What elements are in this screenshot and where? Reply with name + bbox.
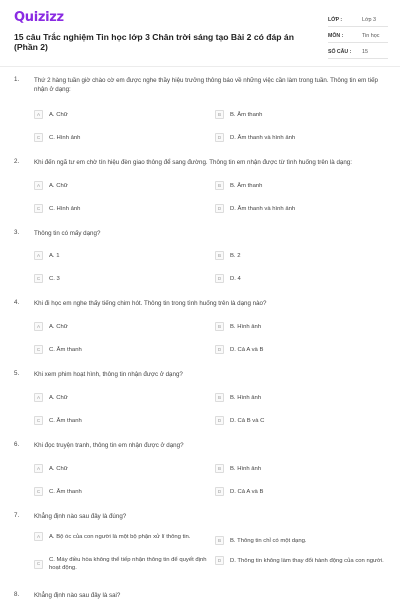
option-letter: B xyxy=(215,536,224,545)
option-c[interactable] xyxy=(34,416,194,425)
question-text: Khi xem phim hoạt hình, thông tin nhận được ở dạng? xyxy=(34,371,183,378)
option-letter: B xyxy=(215,110,224,119)
option-text: C. Máy điều hòa không thể tiếp nhận thông tin để quyết định hoạt động. xyxy=(49,557,207,571)
meta-row-subject xyxy=(328,30,388,43)
option-text: A. Chữ xyxy=(49,323,68,330)
meta-label: MÔN : xyxy=(328,33,344,39)
option-letter: C xyxy=(34,133,43,142)
option-text: D. Âm thanh và hình ảnh xyxy=(230,134,296,141)
option-text: C. Âm thanh xyxy=(49,346,82,353)
option-text: A. 1 xyxy=(49,252,60,259)
option-text: C. Âm thanh xyxy=(49,488,82,495)
question-text: Khi đến ngã tư em chờ tín hiệu đèn giao thông để sang đường. Thông tin em nhận được từ tình huống trên là dạng: xyxy=(34,159,352,166)
document-title: 15 câu Trắc nghiệm Tin học lớp 3 Chân trời sáng tạo Bài 2 có đáp án (Phần 2) xyxy=(14,32,294,52)
option-c[interactable] xyxy=(34,487,194,496)
option-text: B. Hình ảnh xyxy=(230,465,262,472)
option-text: B. Âm thanh xyxy=(230,182,263,189)
option-b[interactable] xyxy=(215,393,385,402)
option-d[interactable] xyxy=(215,487,385,496)
question-list xyxy=(0,76,400,600)
question-text: Thông tin có mấy dạng? xyxy=(34,230,101,237)
option-text: A. Chữ xyxy=(49,465,68,472)
meta-value: Lớp 3 xyxy=(362,17,377,23)
question-number: 8. xyxy=(14,591,20,598)
option-letter: D xyxy=(215,345,224,354)
option-d[interactable] xyxy=(215,416,385,425)
option-letter: A xyxy=(34,181,43,190)
option-c[interactable] xyxy=(34,556,209,572)
question-2 xyxy=(0,158,400,229)
option-letter: A xyxy=(34,322,43,331)
option-d[interactable] xyxy=(215,204,385,213)
option-c[interactable] xyxy=(34,345,194,354)
option-a[interactable] xyxy=(34,251,194,260)
option-letter: D xyxy=(215,556,224,565)
meta-label: LỚP : xyxy=(328,17,343,23)
option-letter: A xyxy=(34,532,43,541)
meta-value: 15 xyxy=(362,49,368,55)
option-a[interactable] xyxy=(34,110,194,119)
option-b[interactable] xyxy=(215,251,385,260)
option-letter: B xyxy=(215,251,224,260)
meta-row-count xyxy=(328,46,388,59)
option-letter: D xyxy=(215,416,224,425)
option-a[interactable] xyxy=(34,322,194,331)
option-letter: D xyxy=(215,487,224,496)
option-d[interactable] xyxy=(215,274,385,283)
option-d[interactable] xyxy=(215,556,385,565)
option-text: B. Hình ảnh xyxy=(230,323,262,330)
page-header xyxy=(0,0,400,66)
option-text: C. Âm thanh xyxy=(49,417,82,424)
option-a[interactable] xyxy=(34,464,194,473)
question-4 xyxy=(0,299,400,370)
question-7 xyxy=(0,512,400,591)
option-text: A. Chữ xyxy=(49,111,68,118)
option-a[interactable] xyxy=(34,532,209,541)
option-letter: C xyxy=(34,487,43,496)
option-letter: B xyxy=(215,322,224,331)
question-8 xyxy=(0,591,400,600)
option-text: D. Âm thanh và hình ảnh xyxy=(230,205,296,212)
question-text: Khẳng định nào sau đây là đúng? xyxy=(34,513,127,520)
option-letter: C xyxy=(34,274,43,283)
option-text: C. Hình ảnh xyxy=(49,134,81,141)
option-text: C. 3 xyxy=(49,275,60,282)
option-text: B. Hình ảnh xyxy=(230,394,262,401)
option-text: D. Cả A và B xyxy=(230,346,264,353)
option-text: C. Hình ảnh xyxy=(49,205,81,212)
option-letter: B xyxy=(215,393,224,402)
meta-table xyxy=(328,14,388,62)
question-3 xyxy=(0,229,400,299)
option-text: D. Thông tin không làm thay đổi hành động của con người. xyxy=(230,557,384,564)
question-number: 7. xyxy=(14,512,20,519)
option-b[interactable] xyxy=(215,464,385,473)
option-b[interactable] xyxy=(215,322,385,331)
option-letter: C xyxy=(34,204,43,213)
question-text: Khi đọc truyện tranh, thông tin em nhận được ở dạng? xyxy=(34,442,184,449)
question-1 xyxy=(0,76,400,158)
meta-row-class xyxy=(328,14,388,27)
option-b[interactable] xyxy=(215,110,385,119)
option-text: A. Chữ xyxy=(49,394,68,401)
question-text: Thứ 2 hàng tuần giờ chào cờ em được nghe thầy hiệu trưởng thông báo về những việc cần làm trong tuần. Thông tin em tiếp nhận ở dạng: xyxy=(34,77,378,93)
option-letter: C xyxy=(34,560,43,569)
question-number: 3. xyxy=(14,229,20,236)
option-c[interactable] xyxy=(34,204,194,213)
quizizz-logo: Quizizz xyxy=(14,10,64,25)
option-letter: D xyxy=(215,133,224,142)
option-c[interactable] xyxy=(34,274,194,283)
option-letter: A xyxy=(34,110,43,119)
option-a[interactable] xyxy=(34,181,194,190)
option-d[interactable] xyxy=(215,345,385,354)
meta-label: SỐ CÂU : xyxy=(328,49,352,55)
option-letter: C xyxy=(34,416,43,425)
option-letter: A xyxy=(34,464,43,473)
question-number: 2. xyxy=(14,158,20,165)
question-5 xyxy=(0,370,400,441)
option-letter: A xyxy=(34,393,43,402)
option-text: A. Chữ xyxy=(49,182,68,189)
option-letter: C xyxy=(34,345,43,354)
question-text: Khẳng định nào sau đây là sai? xyxy=(34,592,121,599)
option-text: D. Cả B và C xyxy=(230,417,265,424)
option-text: D. 4 xyxy=(230,275,241,282)
option-d[interactable] xyxy=(215,133,385,142)
option-text: D. Cả A và B xyxy=(230,488,264,495)
header-divider xyxy=(0,66,400,67)
option-letter: A xyxy=(34,251,43,260)
question-6 xyxy=(0,441,400,512)
question-number: 1. xyxy=(14,76,20,83)
option-letter: D xyxy=(215,274,224,283)
option-letter: B xyxy=(215,181,224,190)
question-number: 6. xyxy=(14,441,20,448)
question-number: 5. xyxy=(14,370,20,377)
question-number: 4. xyxy=(14,299,20,306)
option-text: B. 2 xyxy=(230,252,241,259)
meta-value: Tin học xyxy=(362,33,380,39)
option-c[interactable] xyxy=(34,133,194,142)
option-text: B. Âm thanh xyxy=(230,111,263,118)
option-text: A. Bộ óc của con người là một bộ phận xử lí thông tin. xyxy=(49,533,191,540)
option-b[interactable] xyxy=(215,536,385,545)
option-text: B. Thông tin chỉ có một dạng. xyxy=(230,537,307,544)
question-text: Khi đi học em nghe thấy tiếng chim hót. Thông tin trong tình huống trên là dạng nào? xyxy=(34,300,267,307)
option-b[interactable] xyxy=(215,181,385,190)
option-letter: B xyxy=(215,464,224,473)
option-letter: D xyxy=(215,204,224,213)
option-a[interactable] xyxy=(34,393,194,402)
